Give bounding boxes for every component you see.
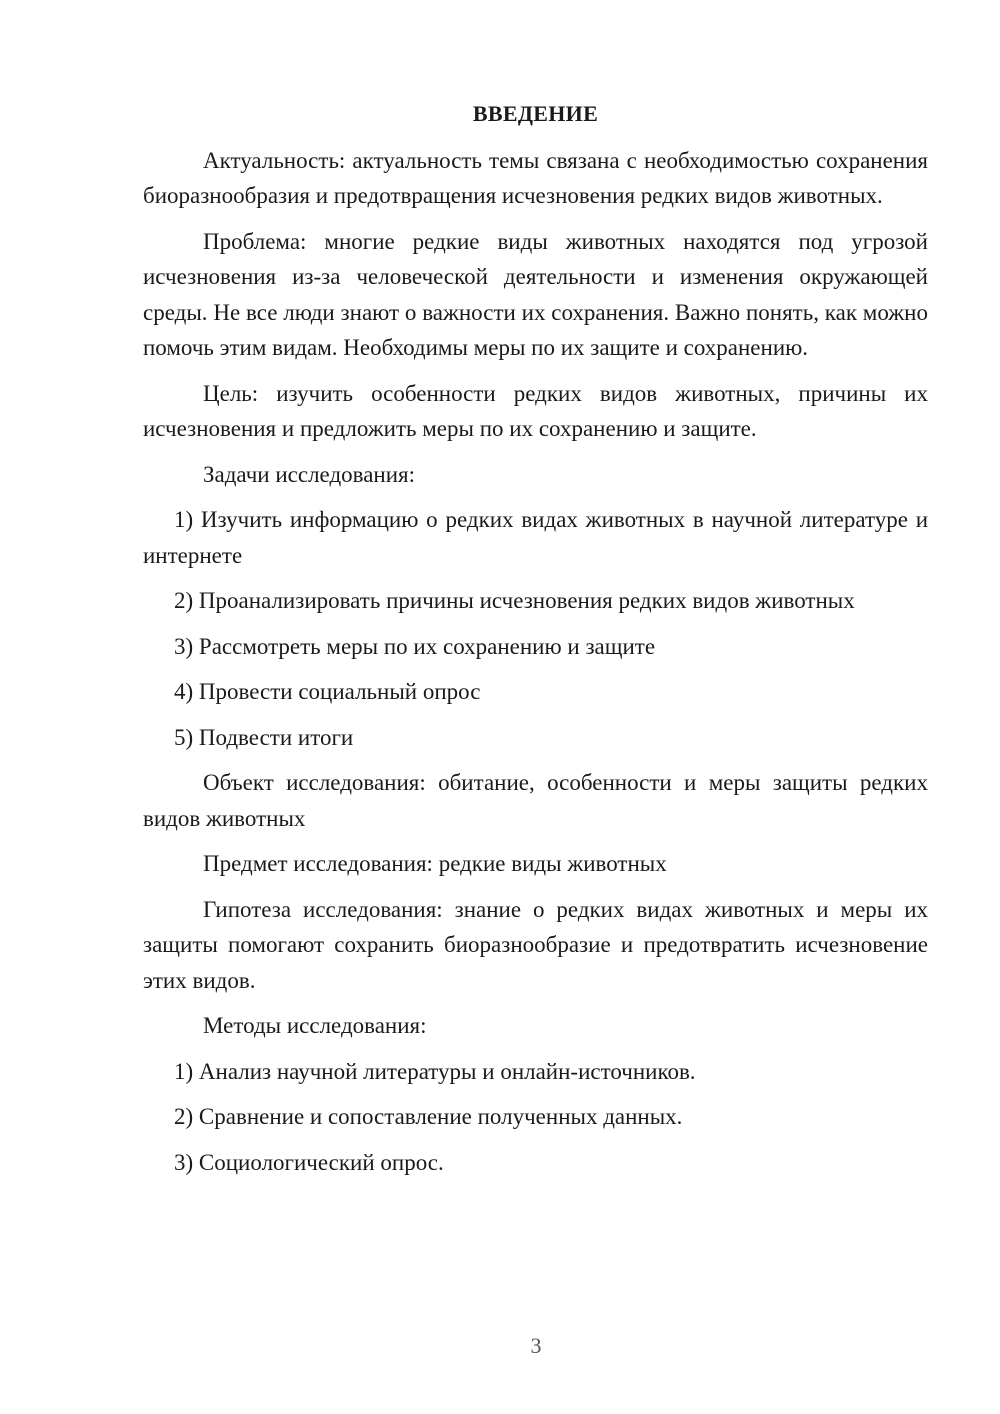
task-item: 5) Подвести итоги [174,724,354,750]
method-item: 2) Сравнение и сопоставление полученных данных. [174,1104,683,1129]
relevance-paragraph: Актуальность: актуальность темы связана с необходимостью сохранения биоразнообразия и предотвращения исчезновения редких видов животных. [143,147,928,208]
goal-paragraph: Цель: изучить особенности редких видов животных, причины их исчезновения и предложить меры по их сохранению и защите. [143,380,928,441]
tasks-heading: Задачи исследования: [203,461,416,487]
method-item: 1) Анализ научной литературы и онлайн-источников. [174,1058,696,1084]
task-item: 3) Рассмотреть меры по их сохранению и защите [174,633,656,659]
object-paragraph: Объект исследования: обитание, особенности и меры защиты редких видов животных [143,770,928,831]
task-item: 4) Провести социальный опрос [174,679,481,704]
subject-paragraph: Предмет исследования: редкие виды животных [203,851,667,876]
page-number: 3 [530,1333,542,1358]
method-item: 3) Социологический опрос. [174,1149,444,1175]
methods-heading: Методы исследования: [203,1013,427,1038]
hypothesis-paragraph: Гипотеза исследования: знание о редких видах животных и меры их защиты помогают сохранить биоразнообразие и предотвратить исчезновение этих видов. [143,896,928,993]
section-title: ВВЕДЕНИЕ [472,101,599,126]
document-page [143,96,928,1190]
task-item: 1) Изучить информацию о редких видах животных в научной литературе и интернете [143,507,928,568]
task-item: 2) Проанализировать причины исчезновения редких видов животных [174,588,855,613]
problem-paragraph: Проблема: многие редкие виды животных находятся под угрозой исчезновения из-за человеческой деятельности и изменения окружающей среды. Не все люди знают о важности их сохранения. Важно понять, как можно помочь этим видам. Необходимы меры по их защите и сохранению. [143,228,928,360]
